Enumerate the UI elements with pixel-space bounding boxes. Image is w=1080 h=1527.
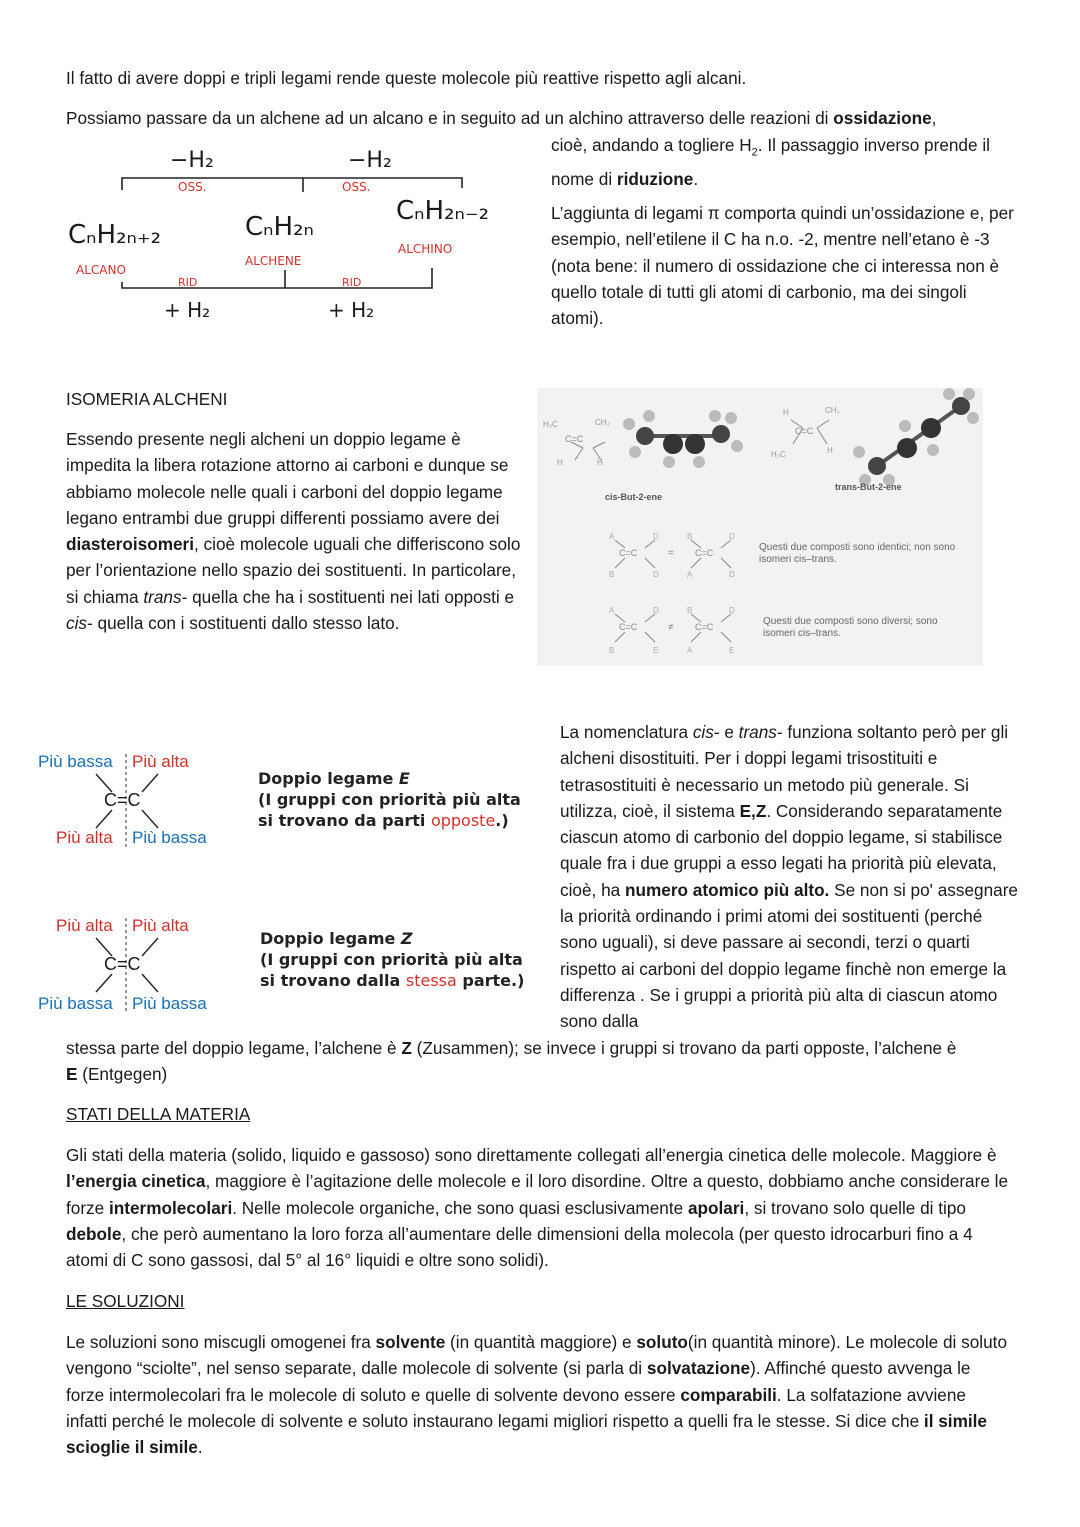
cc-1: C=C [619, 548, 638, 558]
soluzioni-heading: LE SOLUZIONI [66, 1291, 185, 1311]
ez-text-g: (Zusammen); se invece i gruppi si trovano da parti opposte, l’alchene è [411, 1038, 957, 1058]
ez-text-b: - e [713, 722, 739, 742]
sub-b-1: B [609, 570, 615, 579]
ez-paragraph-end [66, 1035, 1026, 1088]
e-caption-line-3-post: .) [495, 811, 509, 830]
diasteroisomeri-term: diasteroisomeri [66, 534, 194, 555]
energia-cinetica-term: l’energia cinetica [66, 1171, 206, 1192]
e-bottom-left-high: Più alta [56, 828, 113, 847]
sub-a-1: A [609, 532, 615, 541]
sub-b-4: B [687, 606, 693, 615]
sub-d-6: D [729, 606, 735, 615]
stati-e: , che però aumentano la loro forza all’aumentare delle dimensioni della molecola (per questo idrocarburi fino a 4 atomi di C sono gassosi, dal 5° al 16° liquidi e oltre sono solidi). [66, 1223, 973, 1271]
trans-but-2-ene-label: trans-But-2-ene [835, 482, 902, 492]
solvatazione-term: solvatazione [646, 1358, 751, 1379]
opposte-word: opposte [430, 811, 496, 830]
cis-cc-label: C=C [565, 434, 584, 444]
stati-c: . Nelle molecole organiche, che sono quasi esclusivamente [232, 1197, 688, 1218]
soluzioni-a: Le soluzioni sono miscugli omogenei fra [66, 1332, 376, 1352]
soluzioni-f: . [197, 1437, 203, 1458]
stati-paragraph [66, 1142, 1011, 1273]
cis-but-2-ene-label: cis-But-2-ene [605, 492, 663, 502]
cc-4: C=C [695, 622, 714, 632]
minus-h2-right: −H₂ [348, 148, 392, 173]
z-bottom-left-low: Più bassa [38, 994, 113, 1013]
minus-h2-left: −H₂ [170, 148, 214, 173]
e-top-right-high: Più alta [132, 752, 189, 771]
sub-d-2: D [653, 570, 659, 579]
trans-cc-label: C=C [795, 426, 814, 436]
cis-ch3-label: CH₃ [595, 418, 610, 427]
ez-paragraph [560, 719, 1022, 1035]
e-cc: C=C [104, 790, 141, 810]
oxidation-text-c: . [693, 168, 699, 189]
not-equal-sign: ≠ [668, 622, 674, 633]
isomeria-p3: - quella che ha i sostituenti nei lati opposti e [181, 586, 515, 607]
alkane-formula: CₙH₂ₙ₊₂ [68, 220, 161, 250]
cis-h-left: H [557, 458, 563, 467]
stati-a: Gli stati della materia (solido, liquido e gassoso) sono direttamente collegati all’energia cinetica delle molecole. Maggiore è [66, 1145, 997, 1165]
e-caption-line-3-pre: si trovano da parti [258, 811, 431, 830]
equals-sign: = [668, 548, 674, 559]
solvente-term: solvente [375, 1332, 446, 1352]
isomeria-p4: - quella con i sostituenti dallo stesso lato. [87, 613, 400, 634]
sub-b-3: B [609, 646, 615, 655]
z-caption-line-3-pre: si trovano dalla [260, 971, 406, 990]
soluzioni-c: (in quantità minore). Le molecole di soluto vengono “sciolte”, nel senso separate, dalle molecole di solvente (si parla di [66, 1332, 1008, 1379]
sub-d-4: D [729, 570, 735, 579]
intro-line-2-text: Possiamo passare da un alchene ad un alcano e in seguito ad un alchino attraverso delle reazioni di [66, 108, 834, 128]
z-caption-title-text: Doppio legame [260, 929, 401, 948]
e-bottom-right-low: Più bassa [132, 828, 207, 847]
oxidation-reduction-scheme [60, 140, 540, 330]
trans-ch3-label: CH₃ [825, 406, 840, 415]
rid-left: RID [178, 276, 198, 289]
cis-h-right: H [597, 458, 603, 467]
stati-heading: STATI DELLA MATERIA [66, 1104, 251, 1124]
riduzione-term: riduzione [616, 168, 694, 189]
z-top-right-high: Più alta [132, 916, 189, 935]
ez-text-f: stessa parte del doppio legame, l’alchene è [66, 1038, 402, 1058]
z-caption-line-3-post: parte.) [456, 971, 525, 990]
alkyne-label: ALCHINO [398, 242, 453, 256]
oss-left: OSS. [178, 180, 207, 194]
soluto-term: soluto [636, 1332, 688, 1352]
cc-2: C=C [695, 548, 714, 558]
e-caption-line-3 [258, 810, 521, 831]
sub-a-4: A [687, 646, 693, 655]
oxidation-number-paragraph: L’aggiunta di legami π comporta quindi un’ossidazione e, per esempio, nell’etilene il C ha n.o. -2, mentre nell’etano è -3 (nota bene: il numero di ossidazione che ci interessa non è quello totale di tutti gli atomi di carbonio, ma dei singoli atomi). [551, 203, 1014, 329]
z-top-left-high: Più alta [56, 916, 113, 935]
ez-trans: trans [738, 722, 777, 742]
isomeria-paragraph [66, 426, 528, 636]
soluzioni-d: ). Affinché questo avvenga le forze intermolecolari fra le molecole di soluto e quelle di solvente devono essere [66, 1358, 971, 1405]
ez-figure [36, 748, 536, 1028]
intermolecolari-term: intermolecolari [109, 1197, 233, 1218]
plus-h2-left: + H₂ [164, 298, 211, 322]
soluzioni-b: (in quantità maggiore) e [445, 1332, 637, 1352]
e-caption [258, 768, 521, 831]
sub-b-2: B [687, 532, 693, 541]
sub-d-3: D [729, 532, 735, 541]
rid-right: RID [342, 276, 362, 289]
e-term: E [66, 1064, 78, 1085]
isomeria-heading: ISOMERIA ALCHENI [66, 389, 228, 409]
cis-trans-figure [537, 388, 983, 666]
cc-3: C=C [619, 622, 638, 632]
stati-d: , si trovano solo quelle di tipo [744, 1197, 966, 1218]
cis-term: cis [66, 613, 88, 634]
z-caption-line-2: (I gruppi con priorità più alta [260, 950, 523, 969]
e-caption-title-text: Doppio legame [258, 769, 399, 788]
isomeria-p2: , cioè molecole uguali che differiscono solo per l’orientazione nello spazio dei sostituenti. In particolare, si chiama [66, 534, 521, 607]
e-caption-title [258, 768, 521, 789]
intro-line-2-end: , [931, 108, 937, 128]
simile-term: il simile scioglie il simile [66, 1410, 987, 1458]
z-caption-line-3 [260, 970, 524, 991]
oxidation-text [551, 132, 1021, 192]
z-caption [260, 928, 524, 991]
soluzioni-paragraph [66, 1329, 1011, 1460]
alkene-label: ALCHENE [245, 254, 302, 268]
trans-h3c-label: H₃C [771, 450, 786, 459]
comparabili-term: comparabili [680, 1384, 777, 1405]
ez-text-c: - funziona soltanto però per gli alcheni disostituiti. Per i doppi legami trisostituiti e tetrasostituiti è necessario un metodo più generale. Si utilizza, cioè, il sistema [560, 722, 1009, 821]
identical-caption: Questi due composti sono identici; non sono isomeri cis–trans. [759, 542, 956, 565]
stati-b: , maggiore è l’agitazione delle molecole e il loro disordine. Oltre a questo, dobbiamo anche considerare le forze [66, 1171, 1009, 1218]
sub-e-1: E [653, 646, 659, 655]
sub-d-5: D [653, 606, 659, 615]
stessa-word: stessa [405, 971, 457, 990]
intro-line-1: Il fatto di avere doppi e tripli legami rende queste molecole più reattive rispetto agli alcani. [66, 68, 747, 88]
z-letter: Z [400, 929, 413, 948]
ez-text-e: Se non si po' assegnare la priorità ordinando i primi atomi dei sostituenti (perché sono uguali), si deve passare ai secondi, terzi o quarti rispetto ai carboni del doppio legame finchè non emerge la differenza . Se i gruppi a priorità più alta di ciascun atomo sono dalla [560, 879, 1018, 1032]
oxidation-text-a: cioè, andando a togliere H [551, 135, 752, 155]
intro-line-2 [66, 105, 1026, 131]
sub-a-3: A [609, 606, 615, 615]
oxidation-text-b: . Il passaggio inverso prende il nome di [551, 135, 990, 189]
ez-text-d: . Considerando separatamente ciascun atomo di carbonio del doppio legame, si stabilisce quale fra i due gruppi a esso legati ha priorità più elevata, cioè, ha [560, 800, 1003, 900]
ez-system-term: E,Z [739, 800, 767, 821]
alkyne-formula: CₙH₂ₙ₋₂ [396, 196, 489, 226]
atomic-number-term: numero atomico più alto. [624, 879, 830, 900]
oss-right: OSS. [342, 180, 371, 194]
e-letter: E [398, 769, 410, 788]
trans-term: trans [143, 586, 182, 607]
alkane-label: ALCANO [76, 263, 126, 277]
z-bottom-right-low: Più bassa [132, 994, 207, 1013]
h2-subscript: 2 [751, 146, 758, 159]
z-caption-title [260, 928, 524, 949]
trans-h-top: H [783, 408, 789, 417]
isomeria-p1: Essendo presente negli alcheni un doppio legame è impedita la libera rotazione attorno ai carboni e dunque se abbiamo molecole nelle quali i carboni del doppio legame legano entrambi due gruppi differenti possiamo avere dei [66, 429, 509, 528]
ez-text-h: (Entgegen) [77, 1064, 168, 1085]
cis-h3c-label: H₃C [543, 420, 558, 429]
trans-h-bottom: H [827, 446, 833, 455]
z-term: Z [401, 1038, 412, 1058]
plus-h2-right: + H₂ [328, 298, 375, 322]
debole-term: debole [66, 1223, 122, 1244]
ez-text-a: La nomenclatura [560, 722, 693, 742]
ossidazione-term: ossidazione [833, 108, 932, 128]
alkene-formula: CₙH₂ₙ [245, 212, 314, 242]
z-cc: C=C [104, 954, 141, 974]
sub-e-2: E [729, 646, 735, 655]
soluzioni-e: . La solfatazione avviene infatti perché le molecole di solvente e soluto instaurano legami migliori rispetto a quelli fra le stesse. Si dice che [66, 1384, 966, 1431]
sub-a-2: A [687, 570, 693, 579]
e-caption-line-2: (I gruppi con priorità più alta [258, 790, 521, 809]
ez-cis: cis [692, 722, 714, 742]
sub-d-1: D [653, 532, 659, 541]
different-caption: Questi due composti sono diversi; sono isomeri cis–trans. [763, 616, 938, 639]
apolari-term: apolari [687, 1197, 745, 1218]
e-top-left-low: Più bassa [38, 752, 113, 771]
